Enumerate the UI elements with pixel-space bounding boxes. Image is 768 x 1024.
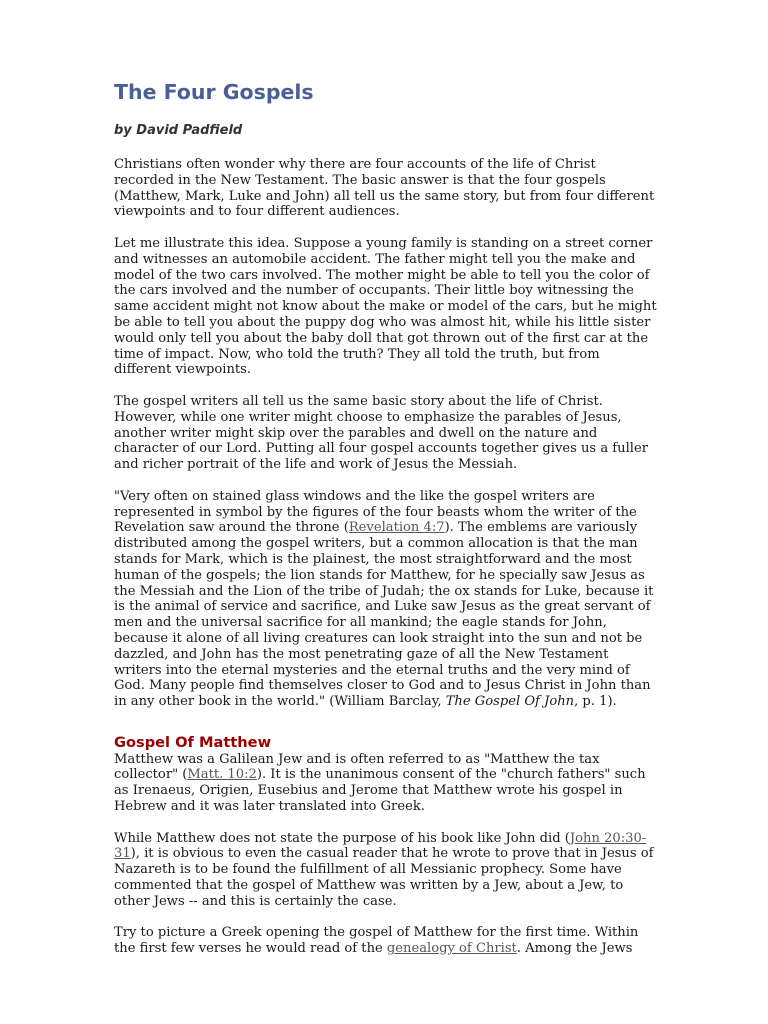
article-byline: by David Padfield (114, 123, 243, 138)
quote-text-part3: , p. 1). (574, 694, 617, 710)
matthew-paragraph-1 (114, 752, 659, 815)
revelation-4-7-link[interactable]: Revelation 4:7 (348, 520, 445, 536)
matthew-paragraph-3 (114, 925, 659, 957)
matthew-p2-part1: While Matthew does not state the purpose of his book like John did ( (114, 830, 570, 846)
article-body (114, 157, 659, 973)
article-title: The Four Gospels (114, 80, 314, 104)
intro-paragraph-1: Christians often wonder why there are four accounts of the life of Christ recorded in the New Testament. The basic answer is that the four gospels (Matthew, Mark, Luke and John) all tell us the same story, but from four different viewpoints and to four different audiences. (114, 157, 655, 220)
intro-paragraph-3: The gospel writers all tell us the same basic story about the life of Christ. However, while one writer might choose to emphasize the parables of Jesus, another writer might skip over the parables and dwell on the nature and character of our Lord. Putting all four gospel accounts together gives us a fuller and richer portrait of the life and work of Jesus the Messiah. (114, 393, 648, 473)
intro-paragraph-2: Let me illustrate this idea. Suppose a young family is standing on a street corner and witnesses an automobile accident. The father might tell you the make and model of the two cars involved. The mother might be able to tell you the color of the cars involved and the number of occupants. Their little boy witnessing the same accident might not know about the make or model of the cars, but he might be able to tell you about the puppy dog who was almost hit, while his little sister would only tell you about the baby doll that got thrown out of the first car at the time of impact. Now, who told the truth? They all told the truth, but from different viewpoints. (114, 235, 657, 378)
matthew-section-heading: Gospel Of Matthew (114, 733, 272, 751)
heading-spacer (114, 726, 659, 734)
john-20-30-31-link[interactable]: John 20:30-31 (114, 830, 647, 862)
matthew-p3-part1: Try to picture a Greek opening the gospel of Matthew for the first time. Within the first few verses he would read of the (114, 925, 639, 957)
matthew-p1-part2: ). It is the unanimous consent of the "church fathers" such as Irenaeus, Origien, Eusebius and Jerome that Matthew wrote his gospel in Hebrew and it was later translated into Greek. (114, 767, 646, 815)
quote-text-part2: ). The emblems are variously distributed among the gospel writers, but a common allocation is that the man stands for Mark, which is the plainest, the most straightforward and the most human of the gospels; the lion stands for Matthew, for he specially saw Jesus as the Messiah and the Lion of the tribe of Judah; the ox stands for Luke, because it is the animal of service and sacrifice, and Luke saw Jesus as the great servant of men and the universal sacrifice for all mankind; the eagle stands for John, because it alone of all living creatures can look straight into the sun and not be dazzled, and John has the most penetrating gaze of all the New Testament writers into the eternal mysteries and the eternal truths and the very mind of God. Many people find themselves closer to God and to Jesus Christ in John than in any other book in the world." (William Barclay, (114, 520, 654, 710)
matthew-p1-part1: Matthew was a Galilean Jew and is often referred to as "Matthew the tax collector" ( (114, 751, 600, 783)
quote-book-title: The Gospel Of John (445, 694, 575, 710)
matthew-paragraph-2 (114, 831, 659, 910)
barclay-quote-paragraph (114, 489, 659, 710)
quote-text-part1: "Very often on stained glass windows and the like the gospel writers are represented in symbol by the figures of the four beasts whom the writer of the Revelation saw around the throne ( (114, 488, 637, 536)
matt-10-2-link[interactable]: Matt. 10:2 (187, 767, 257, 783)
genealogy-of-christ-link[interactable]: genealogy of Christ (386, 941, 517, 957)
matthew-p3-part2: . Among the Jews (516, 941, 633, 957)
matthew-p2-part2: ), it is obvious to even the casual reader that he wrote to prove that in Jesus of Nazareth is to be found the fulfillment of all Messianic prophecy. Some have commented that the gospel of Matthew was written by a Jew, about a Jew, to other Jews -- and this is certainly the case. (114, 846, 654, 909)
